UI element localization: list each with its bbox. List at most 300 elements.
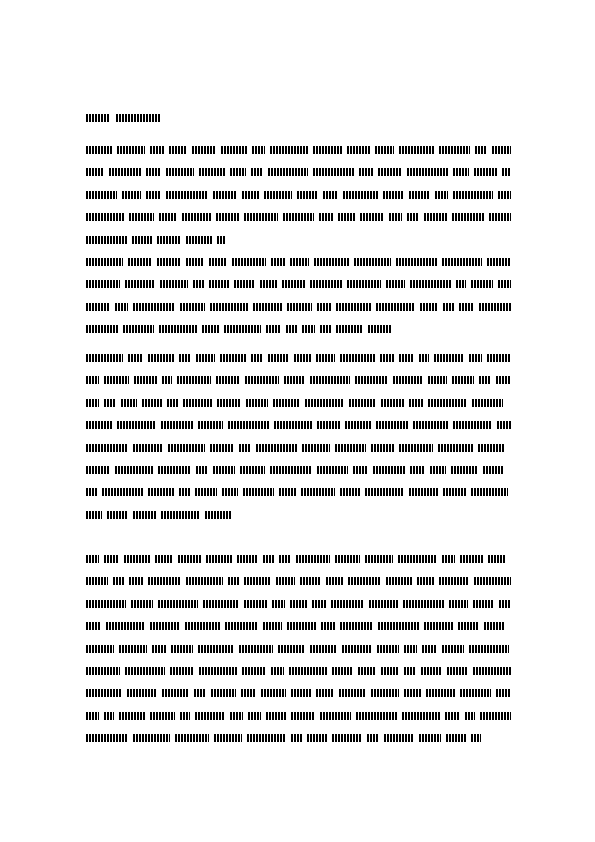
text-word	[307, 734, 327, 742]
text-word	[452, 213, 484, 221]
text-word	[162, 376, 172, 384]
text-word	[214, 734, 242, 742]
text-word	[340, 622, 373, 630]
text-word	[424, 622, 453, 630]
text-word	[248, 712, 261, 720]
text-word	[471, 734, 481, 742]
text-word	[313, 168, 354, 176]
text-word	[498, 191, 511, 199]
text-word	[321, 622, 335, 630]
text-word	[316, 354, 335, 362]
text-word	[224, 325, 261, 333]
text-word	[381, 399, 404, 407]
text-word	[129, 577, 143, 585]
text-word	[409, 488, 438, 496]
text-word	[123, 325, 154, 333]
text-word	[146, 168, 161, 176]
text-word	[326, 577, 343, 585]
text-word	[287, 622, 316, 630]
text-word	[86, 689, 122, 697]
text-word	[232, 258, 266, 266]
text-word	[272, 600, 285, 608]
text-word	[409, 399, 423, 407]
text-word	[216, 213, 239, 221]
text-word	[192, 146, 216, 154]
text-line	[86, 689, 511, 697]
text-word	[142, 399, 162, 407]
text-word	[86, 114, 110, 122]
text-word	[268, 168, 308, 176]
paragraph-3	[86, 354, 511, 519]
text-word	[134, 376, 157, 384]
text-word	[312, 600, 326, 608]
text-word	[162, 689, 189, 697]
text-word	[228, 577, 239, 585]
text-word	[331, 600, 364, 608]
text-word	[240, 466, 265, 474]
text-word	[213, 191, 237, 199]
text-word	[107, 511, 128, 519]
text-word	[196, 354, 215, 362]
text-word	[131, 600, 153, 608]
text-word	[128, 354, 143, 362]
text-line	[86, 376, 511, 384]
text-word	[453, 168, 469, 176]
text-word	[300, 577, 321, 585]
text-word	[314, 258, 349, 266]
text-word	[376, 421, 408, 429]
text-word	[242, 191, 259, 199]
text-word	[465, 712, 475, 720]
text-word	[161, 511, 200, 519]
text-word	[313, 146, 342, 154]
text-word	[335, 444, 366, 452]
text-word	[104, 399, 116, 407]
text-word	[266, 325, 281, 333]
text-word	[496, 689, 511, 697]
text-word	[86, 466, 110, 474]
text-line	[86, 712, 511, 720]
text-word	[393, 376, 423, 384]
text-word	[399, 444, 433, 452]
text-word	[150, 146, 164, 154]
text-word	[179, 354, 191, 362]
text-word	[179, 488, 190, 496]
text-word	[166, 191, 208, 199]
text-word	[160, 280, 188, 288]
text-word	[484, 622, 505, 630]
text-word	[239, 645, 273, 653]
text-word	[340, 354, 375, 362]
text-word	[459, 303, 474, 311]
text-word	[210, 444, 234, 452]
text-word	[369, 600, 398, 608]
text-word	[206, 555, 232, 563]
text-line	[86, 236, 511, 244]
text-word	[270, 146, 308, 154]
text-word	[252, 146, 265, 154]
text-word	[148, 354, 174, 362]
text-word	[447, 667, 468, 675]
text-word	[471, 280, 493, 288]
text-word	[488, 555, 505, 563]
text-word	[475, 146, 487, 154]
text-word	[469, 354, 482, 362]
text-word	[177, 376, 211, 384]
text-word	[296, 555, 330, 563]
text-line	[86, 303, 511, 311]
text-word	[343, 191, 378, 199]
text-word	[473, 600, 494, 608]
text-word	[380, 354, 394, 362]
text-word	[157, 236, 181, 244]
text-word	[376, 303, 415, 311]
text-word	[367, 734, 379, 742]
text-word	[133, 734, 170, 742]
text-word	[435, 191, 448, 199]
text-word	[396, 258, 437, 266]
text-word	[291, 734, 302, 742]
text-word	[86, 645, 114, 653]
text-word	[472, 399, 503, 407]
text-word	[368, 325, 392, 333]
text-word	[371, 689, 399, 697]
text-word	[133, 444, 163, 452]
text-line	[86, 146, 511, 154]
text-word	[345, 421, 371, 429]
text-word	[443, 488, 466, 496]
text-word	[496, 376, 511, 384]
text-word	[150, 712, 175, 720]
text-word	[86, 191, 117, 199]
text-word	[117, 146, 145, 154]
text-word	[161, 421, 193, 429]
text-word	[217, 236, 226, 244]
text-word	[443, 303, 454, 311]
text-word	[186, 577, 223, 585]
text-line	[86, 213, 511, 221]
text-word	[373, 466, 405, 474]
text-word	[86, 421, 112, 429]
text-word	[398, 555, 437, 563]
text-word	[86, 488, 97, 496]
document-heading	[86, 114, 166, 126]
text-word	[157, 258, 181, 266]
heading-line	[86, 114, 166, 122]
text-word	[420, 303, 438, 311]
text-word	[178, 555, 201, 563]
text-word	[332, 667, 353, 675]
text-word	[353, 466, 368, 474]
text-word	[86, 734, 128, 742]
paragraph-4	[86, 555, 511, 742]
text-word	[359, 168, 373, 176]
text-word	[460, 555, 483, 563]
text-word	[217, 399, 241, 407]
text-word	[159, 325, 197, 333]
text-word	[453, 191, 493, 199]
text-word	[469, 645, 509, 653]
text-word	[278, 645, 305, 653]
text-line	[86, 645, 511, 653]
text-word	[158, 600, 198, 608]
text-word	[403, 600, 444, 608]
text-word	[221, 146, 247, 154]
text-word	[133, 511, 156, 519]
text-word	[356, 712, 397, 720]
text-word	[424, 213, 447, 221]
text-line	[86, 511, 511, 519]
text-word	[270, 466, 312, 474]
text-word	[86, 555, 99, 563]
text-word	[434, 354, 464, 362]
text-word	[497, 421, 511, 429]
text-word	[284, 376, 305, 384]
text-word	[339, 689, 366, 697]
text-word	[195, 712, 225, 720]
text-word	[199, 667, 237, 675]
text-word	[487, 354, 510, 362]
text-word	[104, 712, 114, 720]
text-word	[125, 667, 165, 675]
text-word	[439, 577, 469, 585]
text-word	[407, 213, 419, 221]
text-word	[169, 146, 187, 154]
text-word	[279, 488, 296, 496]
text-word	[150, 622, 180, 630]
text-word	[354, 258, 391, 266]
text-word	[268, 354, 289, 362]
text-word	[310, 280, 342, 288]
text-word	[196, 466, 208, 474]
text-word	[389, 213, 402, 221]
text-word	[86, 325, 118, 333]
text-word	[182, 213, 211, 221]
text-word	[246, 399, 268, 407]
text-word	[290, 600, 307, 608]
text-word	[146, 191, 161, 199]
text-line	[86, 258, 511, 266]
text-word	[106, 622, 145, 630]
text-word	[483, 466, 503, 474]
text-word	[317, 421, 340, 429]
text-word	[499, 600, 511, 608]
text-word	[291, 712, 315, 720]
text-word	[222, 488, 238, 496]
text-word	[127, 689, 157, 697]
text-word	[167, 399, 178, 407]
text-word	[86, 444, 128, 452]
text-word	[360, 213, 384, 221]
text-word	[128, 258, 152, 266]
text-word	[276, 577, 295, 585]
text-word	[417, 577, 434, 585]
text-word	[377, 645, 399, 653]
text-word	[399, 354, 414, 362]
text-word	[442, 645, 464, 653]
text-word	[320, 712, 351, 720]
text-word	[419, 354, 429, 362]
text-word	[86, 303, 110, 311]
text-word	[195, 488, 217, 496]
text-word	[426, 689, 455, 697]
text-word	[349, 399, 376, 407]
text-word	[180, 712, 190, 720]
text-word	[247, 734, 286, 742]
text-word	[294, 354, 311, 362]
text-line	[86, 600, 511, 608]
text-word	[171, 645, 193, 653]
text-word	[260, 280, 277, 288]
text-word	[86, 280, 120, 288]
text-word	[86, 236, 127, 244]
text-word	[213, 466, 235, 474]
text-word	[413, 421, 448, 429]
text-word	[409, 191, 430, 199]
text-word	[225, 622, 258, 630]
text-word	[220, 354, 246, 362]
text-line	[86, 399, 511, 407]
text-word	[125, 280, 155, 288]
text-word	[316, 689, 334, 697]
text-line	[86, 488, 511, 496]
text-word	[365, 488, 404, 496]
paragraph-1	[86, 146, 511, 244]
text-line	[86, 667, 511, 675]
text-word	[310, 645, 337, 653]
text-word	[358, 667, 376, 675]
text-word	[492, 146, 511, 154]
text-word	[375, 146, 394, 154]
text-word	[122, 191, 141, 199]
text-word	[383, 191, 404, 199]
text-word	[445, 712, 460, 720]
text-word	[152, 645, 166, 653]
text-word	[86, 168, 104, 176]
text-word	[175, 734, 209, 742]
text-word	[287, 303, 312, 311]
text-word	[301, 488, 335, 496]
text-word	[104, 376, 129, 384]
text-word	[244, 600, 267, 608]
text-word	[86, 399, 99, 407]
text-word	[155, 555, 173, 563]
text-word	[310, 376, 350, 384]
text-word	[428, 376, 447, 384]
text-word	[241, 689, 256, 697]
text-word	[133, 303, 175, 311]
text-word	[186, 236, 212, 244]
text-word	[438, 444, 473, 452]
text-word	[119, 712, 145, 720]
text-word	[199, 168, 225, 176]
text-word	[384, 734, 414, 742]
text-word	[170, 667, 194, 675]
text-word	[386, 577, 412, 585]
text-word	[86, 712, 99, 720]
text-word	[274, 421, 312, 429]
text-word	[86, 511, 102, 519]
text-word	[471, 488, 508, 496]
text-word	[340, 488, 360, 496]
text-word	[148, 488, 174, 496]
text-word	[439, 146, 470, 154]
text-word	[180, 303, 205, 311]
text-word	[286, 325, 297, 333]
text-word	[230, 168, 246, 176]
text-word	[487, 258, 511, 266]
text-word	[86, 667, 120, 675]
text-word	[244, 213, 278, 221]
text-word	[404, 667, 416, 675]
text-word	[317, 303, 331, 311]
text-word	[302, 325, 315, 333]
text-word	[478, 444, 504, 452]
text-word	[205, 511, 231, 519]
text-word	[402, 712, 440, 720]
text-word	[116, 114, 160, 122]
text-word	[132, 236, 152, 244]
text-word	[158, 466, 191, 474]
text-word	[86, 354, 123, 362]
text-word	[113, 577, 124, 585]
text-word	[498, 280, 511, 288]
text-word	[194, 689, 206, 697]
text-word	[320, 325, 331, 333]
text-word	[166, 168, 194, 176]
text-word	[230, 712, 243, 720]
text-word	[291, 689, 311, 697]
text-word	[378, 168, 402, 176]
text-word	[185, 622, 220, 630]
text-word	[109, 168, 141, 176]
text-word	[355, 376, 388, 384]
text-word	[386, 280, 405, 288]
text-word	[183, 399, 212, 407]
text-word	[273, 399, 300, 407]
text-word	[297, 191, 318, 199]
text-word	[198, 645, 234, 653]
text-word	[446, 734, 466, 742]
text-word	[186, 258, 204, 266]
text-word	[86, 376, 99, 384]
text-word	[282, 280, 305, 288]
text-word	[115, 466, 153, 474]
text-line	[86, 168, 511, 176]
text-word	[244, 577, 271, 585]
text-word	[193, 280, 204, 288]
text-word	[489, 213, 511, 221]
text-word	[336, 303, 371, 311]
text-line	[86, 555, 511, 563]
paragraph-2	[86, 258, 511, 333]
text-line	[86, 325, 511, 333]
text-word	[211, 689, 236, 697]
text-word	[121, 399, 137, 407]
text-word	[210, 303, 248, 311]
text-word	[347, 280, 381, 288]
text-word	[323, 191, 338, 199]
text-word	[342, 645, 372, 653]
text-word	[129, 213, 154, 221]
text-word	[290, 258, 309, 266]
text-word	[261, 689, 286, 697]
text-word	[86, 577, 108, 585]
text-word	[209, 258, 227, 266]
text-word	[263, 622, 282, 630]
text-word	[234, 280, 255, 288]
text-word	[474, 168, 497, 176]
